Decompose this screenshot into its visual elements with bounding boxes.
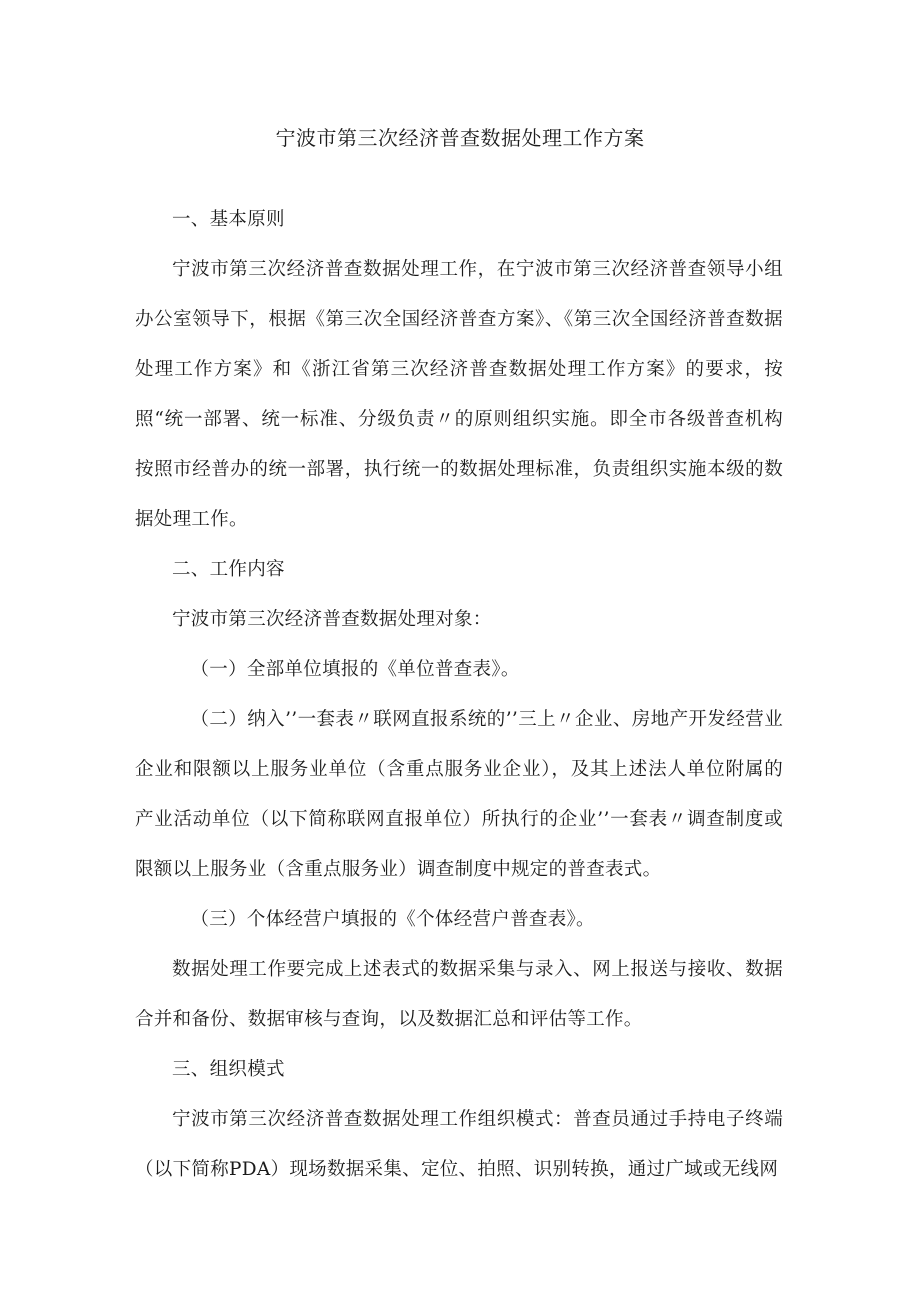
- section-heading-organization: 三、组织模式: [172, 1059, 285, 1080]
- list-item-1: （一）全部单位填报的《单位普查表》。: [190, 659, 520, 680]
- paragraph-objects-intro: 宁波市第三次经济普查数据处理对象：: [172, 609, 492, 630]
- list-item-2: （二）纳入’’一套表〃联网直报系统的’’三上〃企业、房地产开发经营业企业和限额以上服务业单位（含重点服务业企业），及其上述法人单位附属的产业活动单位（以下简称联网直报单位）所执行的企业’’一套表〃调查制度或限额以上服务业（含重点服务业）调查制度中规定的普查表式。: [135, 709, 783, 880]
- list-item-3: （三）个体经营户填报的《个体经营户普查表》。: [190, 909, 595, 930]
- document-body: [135, 195, 783, 1195]
- section-heading-principles: 一、基本原则: [172, 209, 285, 230]
- paragraph-principles: 宁波市第三次经济普查数据处理工作，在宁波市第三次经济普查领导小组办公室领导下，根据《第三次全国经济普查方案》、《第三次全国经济普查数据处理工作方案》和《浙江省第三次经济普查数据处理工作方案》的要求，按照“统一部署、统一标准、分级负责〃的原则组织实施。即全市各级普查机构按照市经普办的统一部署，执行统一的数据处理标准，负责组织实施本级的数据处理工作。: [135, 259, 783, 530]
- paragraph-tasks: 数据处理工作要完成上述表式的数据采集与录入、网上报送与接收、数据合并和备份、数据审核与查询，以及数据汇总和评估等工作。: [135, 959, 783, 1030]
- paragraph-organization: 宁波市第三次经济普查数据处理工作组织模式：普查员通过手持电子终端（以下简称PDA）现场数据采集、定位、拍照、识别转换，通过广域或无线网: [135, 1109, 783, 1180]
- document-title: 宁波市第三次经济普查数据处理工作方案: [275, 126, 645, 150]
- section-heading-content: 二、工作内容: [172, 559, 285, 580]
